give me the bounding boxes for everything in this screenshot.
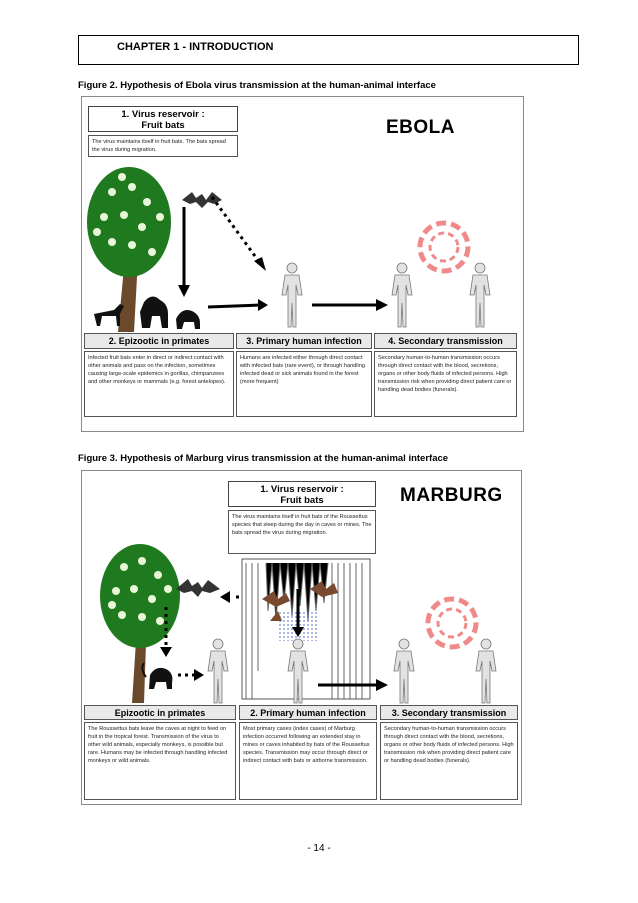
step-secondary-text: Secondary human-to-human transmission occurs through direct contact with the blood, secretions, organs or other body fluids of infected persons. High transmission risk when providing direct patient care or handling dead bodies (funerals).: [374, 351, 517, 417]
chimpanzee-icon: [176, 310, 200, 329]
marburg-step-epizootic-text: The Roussettus bats leave the caves at night to feed on fruit in the tropical forest. Transmission of the virus to other wild animals, especially monkeys, is possible but rare. Humans may be infected through handling infected monkeys or wild animals.: [84, 722, 236, 800]
step-secondary-title: 4. Secondary transmission: [374, 333, 517, 349]
marburg-reservoir-title-line1: 1. Virus reservoir :: [260, 484, 344, 495]
cave-icon: [242, 559, 370, 699]
figure-2-caption: Figure 2. Hypothesis of Ebola virus transmission at the human-animal interface: [78, 80, 436, 91]
gorilla-icon: [140, 296, 168, 328]
marburg-step-primary-text: Most primary cases (index cases) of Marburg infection occurred following an extended stay in mines or caves inhabited by bats of the Roussettus species. Transmission may occur through direct or indirect contact with bats or airborne transmission.: [239, 722, 377, 800]
marburg-step-secondary-text: Secondary human-to-human transmission occurs through direct contact with the blood, secretions, organs or other body fluids of infected persons. High transmission risk when providing direct patient care or handling dead bodies (funerals).: [380, 722, 518, 800]
marburg-figure: [81, 470, 522, 805]
marburg-reservoir-title-line2: Fruit bats: [280, 495, 324, 506]
bat-icon: [182, 192, 222, 208]
chapter-header: [78, 35, 579, 65]
reservoir-title-line1: 1. Virus reservoir :: [121, 109, 205, 120]
marburg-step-secondary-title: 3. Secondary transmission: [380, 705, 518, 720]
ebola-title: EBOLA: [386, 117, 455, 138]
step-epizootic-text: Infected fruit bats enter in direct or indirect contact with other animals and pass on the infection, sometimes causing large-scale epidemics in gorillas, chimpanzees and other monkeys or mammals (e.g. forest antelopes).: [84, 351, 234, 417]
step-primary-title: 3. Primary human infection: [236, 333, 372, 349]
ebola-illustration: [82, 97, 523, 337]
page-number: - 14 -: [307, 843, 331, 854]
reservoir-description: The virus maintains itself in fruit bats. The bats spread the virus during migration.: [88, 135, 238, 157]
marburg-title: MARBURG: [400, 485, 503, 506]
virus-spread-icon: [428, 599, 476, 647]
human-figure-icon: [282, 263, 490, 327]
step-primary-text: Humans are infected either through direct contact with infected bats (rare event), or through handling infected dead or sick animals found in the forest (more frequent): [236, 351, 372, 417]
marburg-reservoir-description: The virus maintains itself in fruit bats of the Roussettus species that sleep during the day in caves or mines. The bats spread the virus during migration.: [228, 510, 376, 554]
marburg-step-epizootic-title: Epizootic in primates: [84, 705, 236, 720]
marburg-step-primary-title: 2. Primary human infection: [239, 705, 377, 720]
bat-icon: [176, 579, 220, 597]
chapter-title: CHAPTER 1 - INTRODUCTION: [117, 41, 274, 53]
ebola-figure: [81, 96, 524, 432]
antelope-icon: [94, 304, 124, 326]
reservoir-title-line2: Fruit bats: [141, 120, 185, 131]
virus-spread-icon: [420, 223, 468, 271]
marburg-illustration: [82, 471, 523, 711]
figure-3-caption: Figure 3. Hypothesis of Marburg virus transmission at the human-animal interface: [78, 453, 449, 464]
step-epizootic-title: 2. Epizootic in primates: [84, 333, 234, 349]
monkey-icon: [142, 663, 172, 689]
